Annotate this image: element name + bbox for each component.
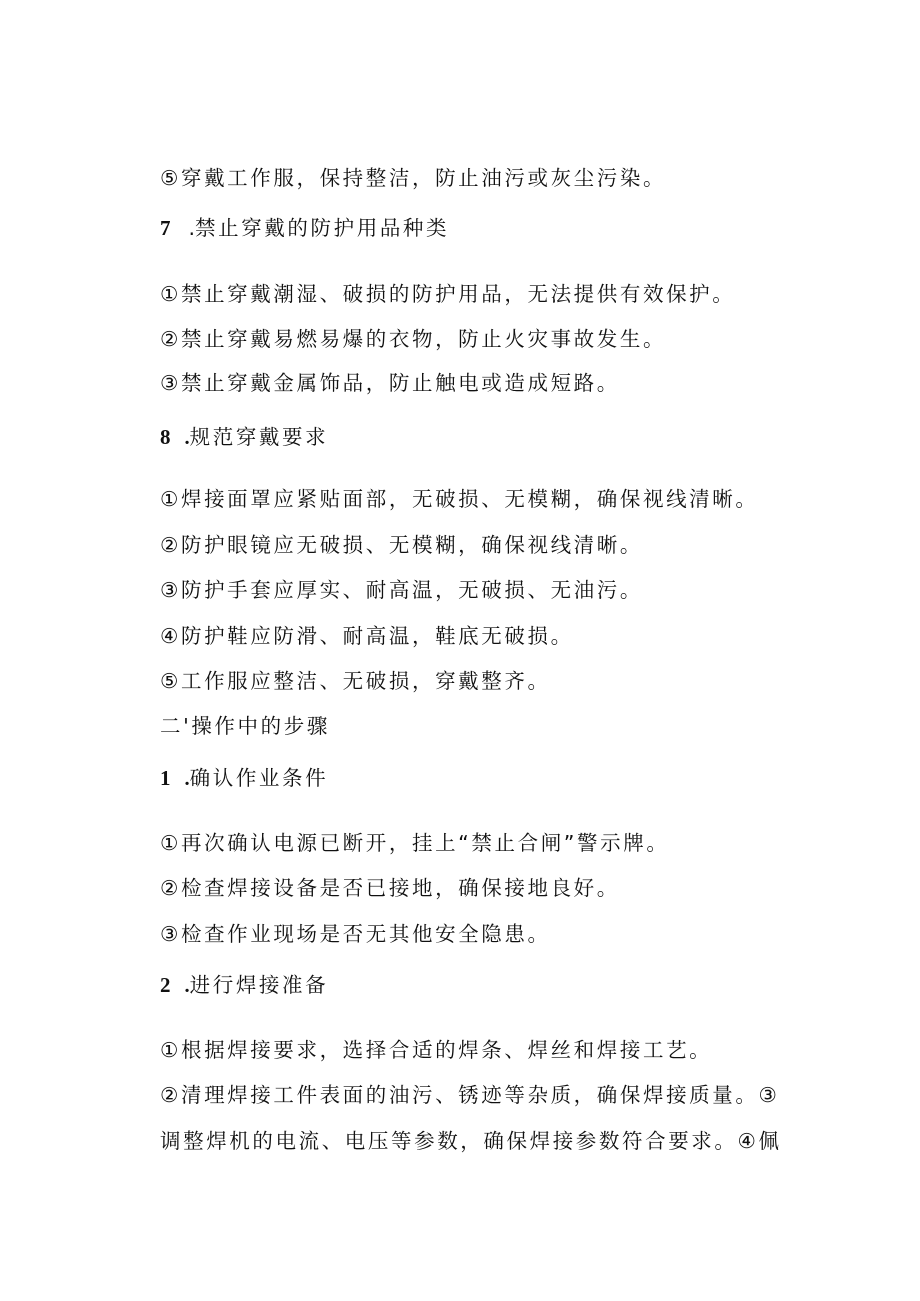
section-title: 禁止穿戴的防护用品种类 xyxy=(195,216,450,240)
list-item: ⑤穿戴工作服，保持整洁，防止油污或灰尘污染。 xyxy=(160,166,667,190)
list-item: ①再次确认电源已断开，挂上“禁止合闸”警示牌。 xyxy=(160,831,670,855)
list-item: ③禁止穿戴金属饰品，防止触电或造成短路。 xyxy=(160,371,620,395)
step-number: 2 xyxy=(160,973,171,997)
section-dot: . xyxy=(184,427,190,449)
step-dot: . xyxy=(184,975,190,997)
part-heading: 二'操作中的步骤 xyxy=(160,714,330,738)
list-item: ②禁止穿戴易燃易爆的衣物，防止火灾事故发生。 xyxy=(160,327,667,351)
step-dot: . xyxy=(184,768,190,790)
list-item: ②防护眼镜应无破损、无模糊，确保视线清晰。 xyxy=(160,533,643,557)
section-heading-8 xyxy=(160,423,328,452)
section-number: 7 xyxy=(160,216,171,240)
list-item: ③防护手套应厚实、耐高温，无破损、无油污。 xyxy=(160,578,643,602)
section-title: 规范穿戴要求 xyxy=(189,425,329,449)
list-item: ③检查作业现场是否无其他安全隐患。 xyxy=(160,922,551,946)
step-heading-2 xyxy=(160,971,328,1000)
step-number: 1 xyxy=(160,766,171,790)
list-item: ①焊接面罩应紧贴面部，无破损、无模糊，确保视线清晰。 xyxy=(160,487,759,511)
step-heading-1 xyxy=(160,764,328,793)
section-dot: . xyxy=(188,216,196,240)
step-title: 进行焊接准备 xyxy=(189,973,329,997)
list-item: ⑤工作服应整洁、无破损，穿戴整齐。 xyxy=(160,669,551,693)
step-title: 确认作业条件 xyxy=(189,766,329,790)
list-item: ④防护鞋应防滑、耐高温，鞋底无破损。 xyxy=(160,624,574,648)
list-item: ①禁止穿戴潮湿、破损的防护用品，无法提供有效保护。 xyxy=(160,282,736,306)
list-item: ②清理焊接工件表面的油污、锈迹等杂质，确保焊接质量。③ xyxy=(160,1083,780,1107)
list-item: 调整焊机的电流、电压等参数，确保焊接参数符合要求。④佩 xyxy=(160,1129,782,1153)
list-item: ①根据焊接要求，选择合适的焊条、焊丝和焊接工艺。 xyxy=(160,1038,713,1062)
section-heading-7 xyxy=(160,214,449,242)
section-number: 8 xyxy=(160,425,171,449)
list-item: ②检查焊接设备是否已接地，确保接地良好。 xyxy=(160,876,620,900)
